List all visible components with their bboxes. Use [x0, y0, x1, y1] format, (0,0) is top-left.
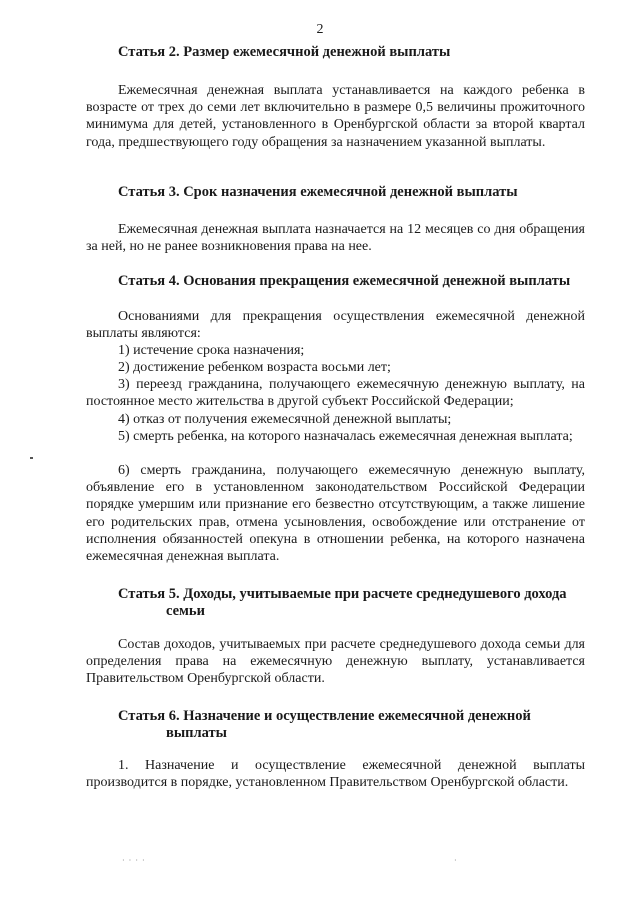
scan-mark	[30, 457, 33, 459]
article-2-text: Ежемесячная денежная выплата устанавливается на каждого ребенка в возрасте от трех до семи лет включительно в размере 0,5 величины прожиточного минимума для детей, установленного в Оренбургской области за второй квартал года, предшествующего году обращения за назначением указанной выплаты.	[86, 83, 585, 150]
article-6-title	[118, 708, 590, 742]
article-6-title-line2: выплаты	[166, 725, 227, 741]
article-6-text: 1. Назначение и осуществление ежемесячной денежной выплаты производится в порядке, установленном Правительством Оренбургской области.	[86, 758, 585, 791]
article-2-title: Статья 2. Размер ежемесячной денежной выплаты	[118, 44, 451, 60]
article-4-item: 3) переезд гражданина, получающего ежемесячную денежную выплату, на постоянное место жительства в другой субъект Российской Федерации;	[86, 377, 585, 410]
article-4-intro: Основаниями для прекращения осуществления ежемесячной денежной выплаты являются:	[86, 309, 585, 342]
article-4-item: 6) смерть гражданина, получающего ежемесячную денежную выплату, объявление его в установленном законодательством Российской Федерации порядке умершим или признание его безвестно отсутствующим, а также лишение его родительских прав, отмена усыновления, освобождение или отстранение от исполнения обязанностей опекуна в отношении ребенка, на которого назначена ежемесячная денежная выплата.	[86, 463, 585, 565]
article-4-item: 2) достижение ребенком возраста восьми лет;	[118, 360, 391, 375]
article-5-text: Состав доходов, учитываемых при расчете среднедушевого дохода семьи для определения права на ежемесячную денежную выплату, устанавливается Правительством Оренбургской области.	[86, 637, 585, 687]
scan-dots: ·	[454, 856, 458, 865]
article-4-title: Статья 4. Основания прекращения ежемесячной денежной выплаты	[118, 273, 571, 289]
article-5-title-line1: Статья 5. Доходы, учитываемые при расчете среднедушевого дохода	[118, 586, 567, 602]
article-4-item: 5) смерть ребенка, на которого назначалась ежемесячная денежная выплата;	[118, 429, 573, 444]
article-3-text: Ежемесячная денежная выплата назначается на 12 месяцев со дня обращения за ней, но не ранее возникновения права на нее.	[86, 222, 585, 255]
article-5-title-line2: семьи	[166, 603, 205, 619]
article-6-title-line1: Статья 6. Назначение и осуществление ежемесячной денежной	[118, 708, 531, 724]
article-5-title	[118, 586, 590, 620]
article-4-item: 1) истечение срока назначения;	[118, 343, 305, 358]
page-number: 2	[316, 22, 324, 37]
article-3-title: Статья 3. Срок назначения ежемесячной денежной выплаты	[118, 184, 518, 200]
scan-dots: · · · ·	[122, 856, 146, 865]
article-4-item: 4) отказ от получения ежемесячной денежной выплаты;	[118, 412, 452, 427]
